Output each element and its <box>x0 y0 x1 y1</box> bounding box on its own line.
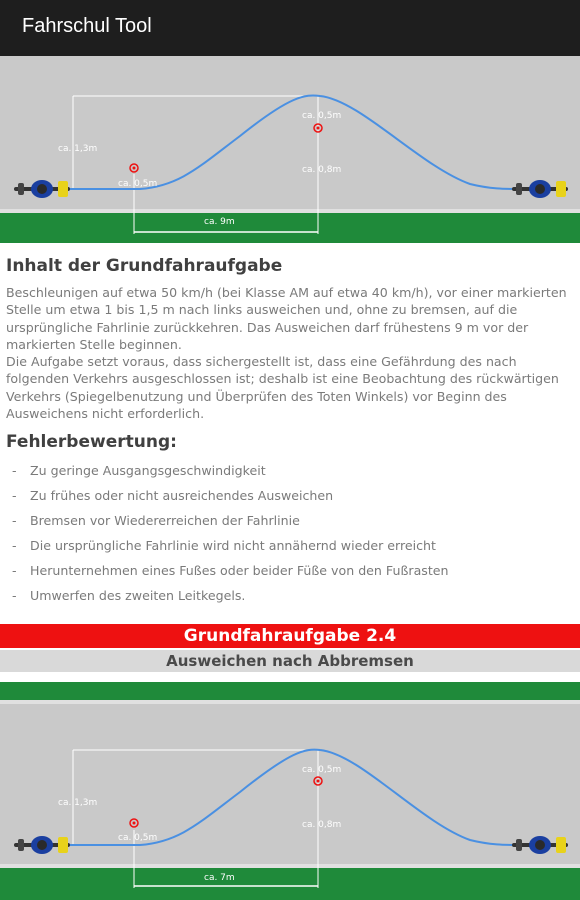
list-item: - Umwerfen des zweiten Leitkegels. <box>12 588 246 604</box>
app-bar <box>0 0 580 56</box>
road-surface <box>0 56 580 209</box>
road-edge-top <box>0 700 580 704</box>
diagram-maneuver-2-4 <box>0 682 580 900</box>
grass-strip <box>0 213 580 243</box>
distance-label: ca. 7m <box>204 873 235 883</box>
height-label: ca. 0,8m <box>302 165 342 175</box>
list-item: - Zu geringe Ausgangsgeschwindigkeit <box>12 463 266 479</box>
list-item: - Die ursprüngliche Fahrlinie wird nicht annähernd wieder erreicht <box>12 538 436 554</box>
cone-right-label: ca. 0,5m <box>302 765 342 775</box>
height-label: ca. 0,8m <box>302 820 342 830</box>
section-paragraph: Beschleunigen auf etwa 50 km/h (bei Klasse AM auf etwa 40 km/h), vor einer markierten Stelle um etwa 1 bis 1,5 m nach links ausweichen und, ohne zu bremsen, auf die ursprüngliche Fahrlinie zurückkehren. Das Ausweichen darf frühestens 9 m vor der markierten Stelle beginnen. <box>6 285 567 352</box>
errors-title: Fehlerbewertung: <box>6 432 177 453</box>
errors-list <box>6 458 574 608</box>
distance-label: ca. 9m <box>204 217 235 227</box>
cone-right-label: ca. 0,5m <box>302 111 342 121</box>
cone-left-label: ca. 0,5m <box>118 833 158 843</box>
diagram-maneuver-2-3 <box>0 56 580 246</box>
section-paragraph-2: Die Aufgabe setzt voraus, dass sichergestellt ist, dass eine Gefährdung des nach folgenden Verkehrs ausgeschlossen ist; deshalb ist eine Beobachtung des rückwärtigen Verkehrs (Spiegelbenutzung und Überprüfen des Toten Winkels) vor Beginn des Ausweichens nicht erforderlich. <box>6 354 559 422</box>
next-task-title[interactable]: Grundfahraufgabe 2.4 <box>0 624 580 648</box>
width-label: ca. 1,3m <box>58 144 98 154</box>
road-edge <box>0 209 580 213</box>
list-item: - Zu frühes oder nicht ausreichendes Ausweichen <box>12 488 334 504</box>
list-item: - Herunternehmen eines Fußes oder beider Füße von den Fußrasten <box>12 563 449 579</box>
list-item: - Bremsen vor Wiedererreichen der Fahrlinie <box>12 513 300 529</box>
cone-left-label: ca. 0,5m <box>118 179 158 189</box>
next-task-subtitle: Ausweichen nach Abbremsen <box>0 650 580 672</box>
road-edge <box>0 864 580 868</box>
section-title: Inhalt der Grundfahraufgabe <box>6 256 283 276</box>
grass-strip-top <box>0 682 580 700</box>
task-content <box>6 256 574 608</box>
grass-strip <box>0 868 580 900</box>
width-label: ca. 1,3m <box>58 798 98 808</box>
road-surface <box>0 704 580 864</box>
app-title: Fahrschul Tool <box>22 15 152 37</box>
